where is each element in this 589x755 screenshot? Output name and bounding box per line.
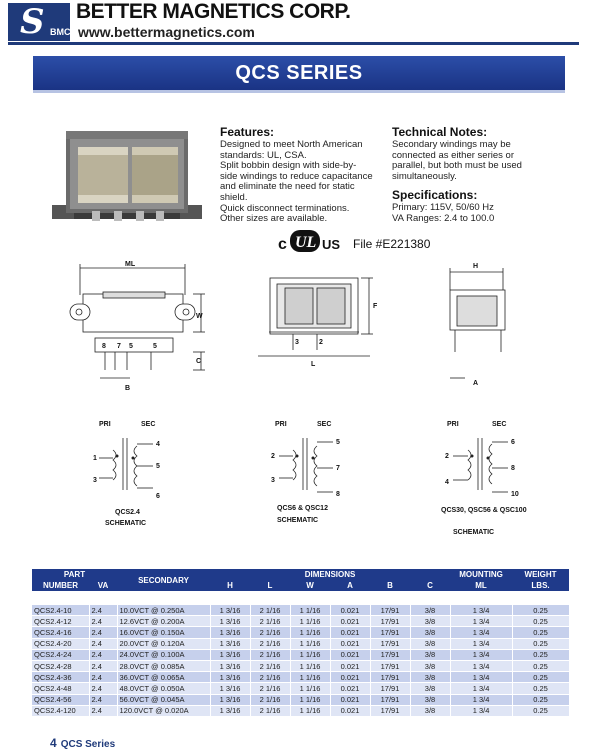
table-cell: 2.4	[89, 649, 117, 660]
table-cell: 3/8	[410, 616, 450, 627]
table-cell: 24.0VCT @ 0.100A	[117, 649, 210, 660]
schematic-3-pin: 4	[445, 479, 449, 486]
table-cell: 36.0VCT @ 0.065A	[117, 672, 210, 683]
table-cell: QCS2.4-48	[32, 683, 89, 694]
table-cell: 1 3/4	[450, 660, 512, 671]
pin-label-2: 2	[319, 339, 323, 346]
table-cell: 1 3/4	[450, 616, 512, 627]
table-cell: 2 1/16	[250, 683, 290, 694]
table-cell: QCS2.4-10	[32, 605, 89, 616]
table-cell: 1 3/4	[450, 683, 512, 694]
table-cell: 0.25	[512, 627, 569, 638]
dim-label-c: C	[196, 358, 202, 365]
pin-label-5b: 5	[153, 343, 157, 350]
table-cell: 0.021	[330, 705, 370, 716]
page-footer	[50, 736, 115, 750]
footer-label: QCS Series	[60, 739, 116, 750]
schematic-1-caption: SCHEMATIC	[105, 520, 147, 527]
dim-label-ml: ML	[125, 261, 136, 268]
ul-us-letters: US	[322, 237, 341, 252]
schematic-2-pin: 3	[271, 477, 275, 484]
features-line: and eliminate the need for static	[220, 181, 355, 193]
features-line: Quick disconnect terminations.	[220, 202, 350, 214]
table-cell: 56.0VCT @ 0.045A	[117, 694, 210, 705]
table-cell: 3/8	[410, 672, 450, 683]
schematic-3-pin: 10	[511, 491, 519, 498]
transformer-photo	[52, 125, 202, 225]
table-row	[32, 683, 569, 694]
table-cell: 0.25	[512, 683, 569, 694]
table-cell: 1 3/4	[450, 672, 512, 683]
schematic-3-pri-label: PRI	[447, 421, 459, 428]
schematic-2-pin: 2	[271, 453, 275, 460]
page-number: 4	[50, 736, 57, 750]
table-row	[32, 660, 569, 671]
table-row	[32, 705, 569, 716]
table-cell: QCS2.4-12	[32, 616, 89, 627]
table-cell: 1 3/4	[450, 638, 512, 649]
schematic-2-pin: 5	[336, 439, 340, 446]
features-list	[220, 140, 373, 225]
table-cell: 2.4	[89, 638, 117, 649]
table-cell: QCS2.4-28	[32, 660, 89, 671]
schematic-1-pri-label: PRI	[99, 421, 111, 428]
column-header: NUMBER	[32, 580, 89, 591]
schematic-2-model: QCS6 & QSC12	[277, 505, 328, 512]
wiring-schematics	[55, 410, 535, 540]
schematic-2-pin: 8	[336, 491, 340, 498]
spacer-cell	[32, 591, 569, 605]
table-cell: 1 3/16	[210, 672, 250, 683]
table-cell: 17/91	[370, 694, 410, 705]
table-cell: 0.25	[512, 605, 569, 616]
table-cell: 2.4	[89, 660, 117, 671]
schematic-3-pin: 8	[511, 465, 515, 472]
ul-c-letter: c	[278, 236, 287, 253]
table-cell: 0.021	[330, 660, 370, 671]
table-cell: QCS2.4-16	[32, 627, 89, 638]
table-cell: 2.4	[89, 605, 117, 616]
table-cell: 3/8	[410, 605, 450, 616]
table-cell: 3/8	[410, 694, 450, 705]
schematic-3-pin: 2	[445, 453, 449, 460]
table-cell: 20.0VCT @ 0.120A	[117, 638, 210, 649]
features-line: Designed to meet North American	[220, 139, 363, 150]
table-cell: 3/8	[410, 649, 450, 660]
technical-notes-heading: Technical Notes:	[392, 125, 488, 139]
table-cell: 2.4	[89, 683, 117, 694]
table-cell: 1 3/16	[210, 694, 250, 705]
dim-label-b: B	[125, 385, 131, 392]
table-cell: 28.0VCT @ 0.085A	[117, 660, 210, 671]
table-cell: 1 3/16	[210, 627, 250, 638]
table-cell: 1 3/4	[450, 649, 512, 660]
dim-label-w: W	[196, 313, 203, 320]
table-cell: 0.25	[512, 649, 569, 660]
table-cell: 2 1/16	[250, 694, 290, 705]
schematic-1-pin: 6	[156, 493, 160, 500]
company-logo	[8, 3, 70, 41]
mechanical-drawings	[55, 260, 535, 410]
table-cell: 17/91	[370, 638, 410, 649]
specifications-line: Primary: 115V, 50/60 Hz	[392, 202, 494, 213]
dim-label-f: F	[373, 303, 378, 310]
table-cell: 0.25	[512, 672, 569, 683]
table-row	[32, 616, 569, 627]
table-cell: QCS2.4-120	[32, 705, 89, 716]
schematic-3-caption: SCHEMATIC	[453, 529, 495, 536]
column-header: H	[210, 580, 250, 591]
table-column-header-row	[32, 580, 569, 591]
table-cell: 17/91	[370, 605, 410, 616]
schematic-1-pin: 5	[156, 463, 160, 470]
table-cell: 3/8	[410, 638, 450, 649]
table-cell: 1 1/16	[290, 638, 330, 649]
table-cell: 0.021	[330, 683, 370, 694]
table-cell: 3/8	[410, 705, 450, 716]
table-cell: 1 1/16	[290, 672, 330, 683]
specifications-line: VA Ranges: 2.4 to 100.0	[392, 212, 495, 224]
table-cell: 2 1/16	[250, 649, 290, 660]
table-row	[32, 672, 569, 683]
table-cell: 1 1/16	[290, 683, 330, 694]
table-cell: 10.0VCT @ 0.250A	[117, 605, 210, 616]
table-cell: 1 3/16	[210, 705, 250, 716]
column-header: L	[250, 580, 290, 591]
column-header: VA	[89, 580, 117, 591]
table-row	[32, 627, 569, 638]
series-title: QCS SERIES	[235, 62, 363, 84]
table-cell: 1 3/4	[450, 605, 512, 616]
table-cell: 0.021	[330, 627, 370, 638]
pin-label-7: 7	[117, 343, 121, 350]
table-cell: 17/91	[370, 683, 410, 694]
column-header: LBS.	[512, 580, 569, 591]
schematic-3-pin: 6	[511, 439, 515, 446]
table-cell: 0.021	[330, 616, 370, 627]
series-banner	[33, 56, 565, 90]
table-cell: 1 3/16	[210, 660, 250, 671]
table-cell: 17/91	[370, 672, 410, 683]
schematic-2-caption: SCHEMATIC	[277, 517, 319, 524]
ul-file-number: File #E221380	[353, 237, 431, 251]
header-rule	[8, 42, 579, 45]
dimensions-group-header: DIMENSIONS	[210, 569, 450, 580]
specifications-text	[392, 203, 494, 224]
table-cell: 1 1/16	[290, 616, 330, 627]
table-cell: 12.6VCT @ 0.200A	[117, 616, 210, 627]
table-cell: QCS2.4-56	[32, 694, 89, 705]
table-row	[32, 605, 569, 616]
table-cell: 2.4	[89, 627, 117, 638]
secondary-header: SECONDARY	[117, 569, 210, 591]
schematic-1-pin: 1	[93, 455, 97, 462]
schematic-3-model: QCS30, QSC56 & QSC100	[441, 507, 527, 514]
table-spacer-row	[32, 591, 569, 605]
table-cell: 17/91	[370, 616, 410, 627]
dim-label-a: A	[473, 380, 479, 387]
table-cell: 17/91	[370, 660, 410, 671]
table-cell: 2 1/16	[250, 638, 290, 649]
technical-notes-text	[392, 140, 522, 182]
column-header: A	[330, 580, 370, 591]
column-header: B	[370, 580, 410, 591]
company-website: www.bettermagnetics.com	[78, 24, 255, 40]
table-cell: QCS2.4-24	[32, 649, 89, 660]
table-cell: 120.0VCT @ 0.020A	[117, 705, 210, 716]
table-cell: 1 1/16	[290, 649, 330, 660]
table-cell: 48.0VCT @ 0.050A	[117, 683, 210, 694]
table-cell: 1 3/16	[210, 683, 250, 694]
table-cell: 17/91	[370, 627, 410, 638]
table-cell: 0.25	[512, 660, 569, 671]
table-cell: 2.4	[89, 672, 117, 683]
features-line: Other sizes are available.	[220, 213, 328, 225]
pin-label-3: 3	[295, 339, 299, 346]
table-cell: 17/91	[370, 649, 410, 660]
table-cell: 3/8	[410, 660, 450, 671]
table-cell: 2 1/16	[250, 605, 290, 616]
dim-label-l: L	[311, 361, 316, 368]
table-cell: QCS2.4-36	[32, 672, 89, 683]
banner-underline	[33, 90, 565, 93]
table-cell: 2 1/16	[250, 627, 290, 638]
table-cell: 1 3/16	[210, 616, 250, 627]
page-header	[0, 0, 589, 50]
table-cell: 3/8	[410, 627, 450, 638]
table-cell: 2 1/16	[250, 616, 290, 627]
pin-label-8: 8	[102, 343, 106, 350]
table-cell: 16.0VCT @ 0.150A	[117, 627, 210, 638]
table-cell: 1 3/4	[450, 705, 512, 716]
company-name: BETTER MAGNETICS CORP.	[76, 0, 351, 23]
table-row	[32, 694, 569, 705]
table-cell: 2 1/16	[250, 705, 290, 716]
table-row	[32, 649, 569, 660]
schematic-2-pri-label: PRI	[275, 421, 287, 428]
table-cell: 0.021	[330, 672, 370, 683]
table-cell: 0.25	[512, 694, 569, 705]
table-cell: 2.4	[89, 616, 117, 627]
features-line: standards: UL, CSA.	[220, 149, 307, 161]
schematic-1-pin: 4	[156, 441, 160, 448]
table-cell: 0.021	[330, 694, 370, 705]
table-cell: 0.25	[512, 616, 569, 627]
table-cell: 2 1/16	[250, 672, 290, 683]
table-cell: 0.25	[512, 638, 569, 649]
spec-table	[32, 569, 570, 717]
table-cell: 1 3/16	[210, 605, 250, 616]
table-cell: 0.021	[330, 605, 370, 616]
table-cell: 1 1/16	[290, 627, 330, 638]
table-cell: 1 1/16	[290, 605, 330, 616]
column-header: ML	[450, 580, 512, 591]
table-cell: 0.021	[330, 638, 370, 649]
schematic-2-sec-label: SEC	[317, 421, 332, 428]
table-cell: 2.4	[89, 705, 117, 716]
logo-s-mark: S	[20, 2, 45, 42]
table-cell: 1 3/16	[210, 649, 250, 660]
table-group-header-row	[32, 569, 569, 580]
specifications-heading: Specifications:	[392, 188, 478, 202]
table-row	[32, 638, 569, 649]
table-cell: 1 1/16	[290, 660, 330, 671]
table-cell: 1 1/16	[290, 705, 330, 716]
mounting-group-header: MOUNTING	[450, 569, 512, 580]
table-cell: 17/91	[370, 705, 410, 716]
schematic-1-model: QCS2.4	[115, 509, 140, 516]
column-header: W	[290, 580, 330, 591]
schematic-1-pin: 3	[93, 477, 97, 484]
table-cell: 1 1/16	[290, 694, 330, 705]
features-line: shield.	[220, 191, 248, 203]
schematic-3-sec-label: SEC	[492, 421, 507, 428]
table-cell: 1 3/4	[450, 694, 512, 705]
table-cell: 2.4	[89, 694, 117, 705]
table-cell: 3/8	[410, 683, 450, 694]
table-cell: 0.25	[512, 705, 569, 716]
pin-label-5a: 5	[129, 343, 133, 350]
logo-abbreviation: BMC	[50, 27, 71, 37]
table-cell: 1 3/4	[450, 627, 512, 638]
features-heading: Features:	[220, 125, 275, 139]
technical-notes-line: Secondary windings may be	[392, 139, 511, 150]
table-cell: 2 1/16	[250, 660, 290, 671]
table-cell: 1 3/16	[210, 638, 250, 649]
column-header: C	[410, 580, 450, 591]
dim-label-h: H	[473, 263, 479, 270]
table-cell: 0.021	[330, 649, 370, 660]
part-group-header: PART	[32, 569, 117, 580]
weight-group-header: WEIGHT	[512, 569, 569, 580]
ul-logo-letters: UL	[295, 234, 317, 251]
table-cell: QCS2.4-20	[32, 638, 89, 649]
features-line: Split bobbin design with side-by-	[220, 160, 357, 172]
technical-notes-line: connected as either series or	[392, 149, 514, 161]
schematic-1-sec-label: SEC	[141, 421, 156, 428]
schematic-2-pin: 7	[336, 465, 340, 472]
technical-notes-line: parallel, but both must be used	[392, 160, 522, 172]
features-line: side windings to reduce capacitance	[220, 170, 373, 182]
technical-notes-line: simultaneously.	[392, 170, 457, 182]
